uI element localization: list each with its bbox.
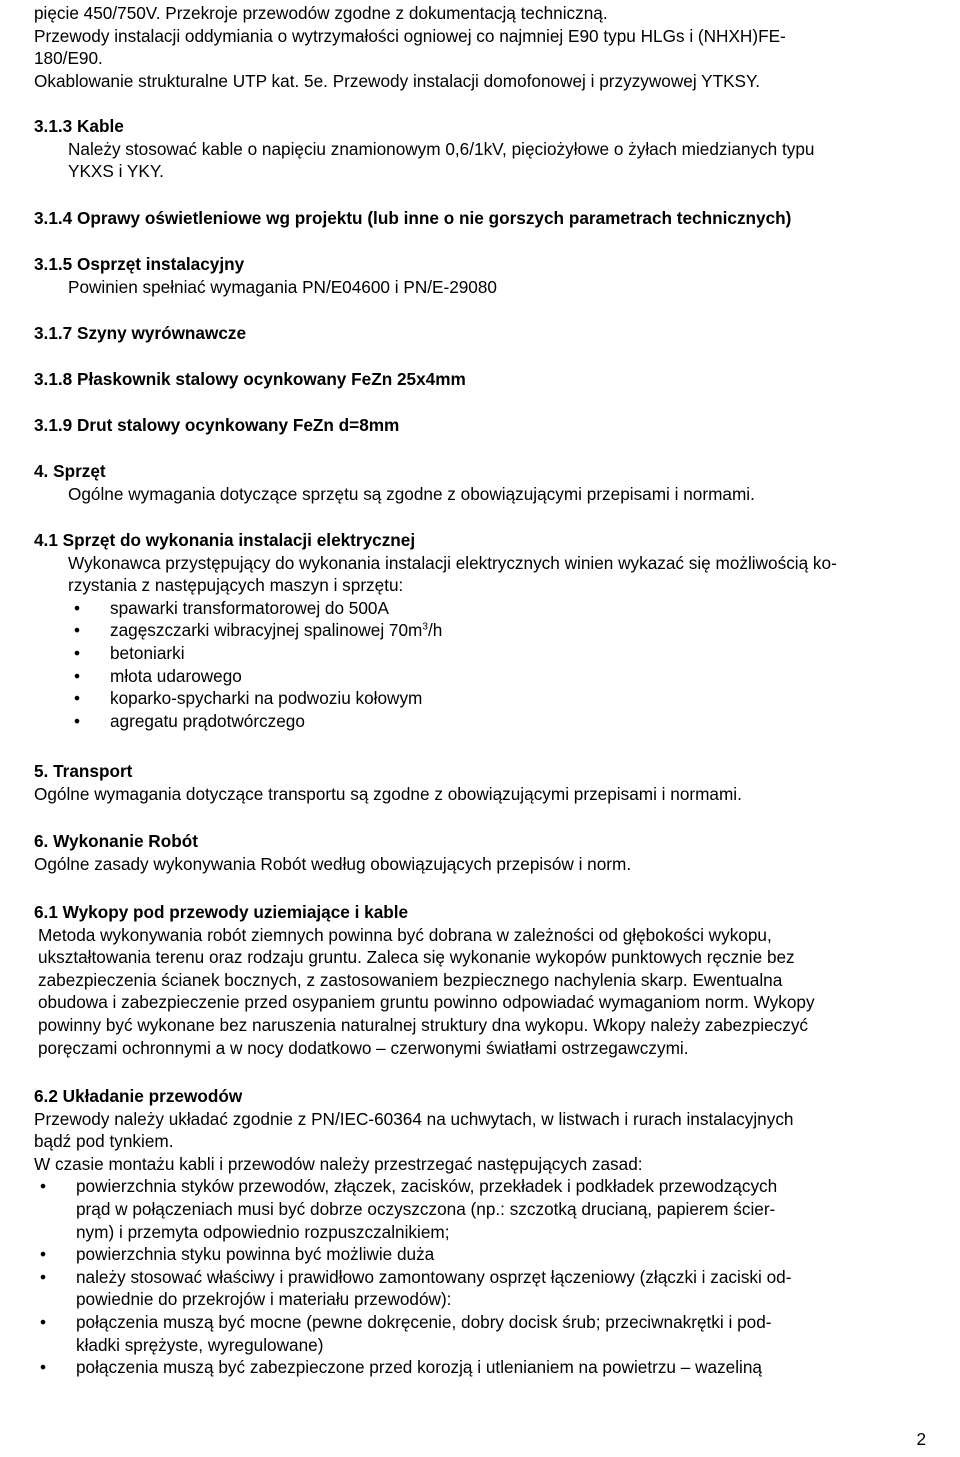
section-text: Należy stosować kable o napięciu znamionowym 0,6/1kV, pięciożyłowe o żyłach miedzianych typu: [68, 138, 815, 159]
section-text: rzystania z następujących maszyn i sprzętu:: [68, 575, 404, 596]
section-text: Ogólne wymagania dotyczące transportu są zgodne z obowiązującymi przepisami i normami.: [34, 783, 742, 804]
section-heading: 6.2 Układanie przewodów: [34, 1086, 243, 1106]
section-heading: 4. Sprzęt: [34, 461, 106, 481]
text-line: 180/E90.: [34, 48, 103, 69]
section-text: Ogólne zasady wykonywania Robót według obowiązujących przepisów i norm.: [34, 853, 632, 874]
bullet-icon: •: [40, 1176, 47, 1197]
section-text: Wykonawca przystępujący do wykonania instalacji elektrycznych winien wykazać się możliwością ko-: [68, 552, 837, 573]
list-item: • połączenia muszą być mocne (pewne dokręcenie, dobry docisk śrub; przeciwnakrętki i pod- kładki sprężyste, wyregulowane): [40, 1311, 772, 1355]
section-heading: 3.1.7 Szyny wyrównawcze: [34, 323, 247, 343]
text-line: pięcie 450/750V. Przekroje przewodów zgodne z dokumentacją techniczną.: [34, 3, 608, 23]
list-item: • spawarki transformatorowej do 500A: [74, 597, 389, 618]
text-line: obudowa i zabezpieczenie przed osypaniem gruntu powinno odpowiadać wymaganiom norm. Wykopy: [38, 992, 815, 1013]
text-line: ukształtowania terenu oraz rodzaju gruntu. Zaleca się wykonanie wykopów punktowych ręcznie bez: [38, 947, 795, 968]
section-text: Powinien spełniać wymagania PN/E04600 i PN/E-29080: [68, 276, 497, 297]
section-6-2: [34, 1085, 918, 1379]
section-text: W czasie montażu kabli i przewodów należy przestrzegać następujących zasad:: [34, 1153, 643, 1174]
list-item: • młota udarowego: [74, 665, 242, 686]
text-line: Metoda wykonywania robót ziemnych powinna być dobrana w zależności od głębokości wykopu,: [38, 924, 772, 945]
section-heading: 3.1.8 Płaskownik stalowy ocynkowany FeZn 25x4mm: [34, 369, 466, 389]
text-line: poręczami ochronnymi a w nocy dodatkowo – czerwonymi światłami ostrzegawczymi.: [38, 1037, 689, 1058]
section-3-1-7: [34, 322, 918, 345]
text-line: Okablowanie strukturalne UTP kat. 5e. Przewody instalacji domofonowej i przyzywowej YTKSY.: [34, 70, 761, 91]
section-6-1: [34, 901, 918, 1059]
bullet-icon: •: [40, 1244, 47, 1265]
section-3-1-9: [34, 414, 918, 437]
bullet-icon: •: [74, 710, 81, 731]
section-3-1-8: [34, 368, 918, 391]
list-item: • powierzchnia styków przewodów, złączek, zacisków, przekładek i podkładek przewodzących prąd w połączeniach musi być dobrze oczyszczona (np.: szczotką drucianą, papierem ścier- nym) i przemyta odpowiednio rozpuszczalnikiem;: [40, 1176, 778, 1242]
section-heading: 3.1.4 Oprawy oświetleniowe wg projektu (lub inne o nie gorszych parametrach technicznych): [34, 208, 792, 228]
text-line: Przewody instalacji oddymiania o wytrzymałości ogniowej co najmniej E90 typu HLGs i (NHXH)FE-: [34, 25, 786, 46]
section-heading: 3.1.9 Drut stalowy ocynkowany FeZn d=8mm: [34, 415, 400, 435]
bullet-icon: •: [74, 688, 81, 709]
section-heading: 6.1 Wykopy pod przewody uziemiające i kable: [34, 902, 409, 922]
page-number: 2: [916, 1429, 926, 1449]
section-5: [34, 760, 918, 805]
section-text: Przewody należy układać zgodnie z PN/IEC-60364 na uchwytach, w listwach i rurach instalacyjnych: [34, 1108, 794, 1129]
section-3-1-4: [34, 207, 918, 230]
list-item: • zagęszczarki wibracyjnej spalinowej $70m^3/h$: [74, 620, 443, 641]
list-item: • betoniarki: [74, 642, 185, 663]
bullet-icon: •: [40, 1266, 47, 1287]
section-6: [34, 830, 918, 875]
bullet-icon: •: [40, 1357, 47, 1378]
text-line: zabezpieczenia ścianek bocznych, z zastosowaniem bezpiecznego nachylenia skarp. Ewentualna: [38, 969, 783, 990]
section-3-1-3: [34, 115, 918, 183]
list-item: • agregatu prądotwórczego: [74, 710, 305, 731]
section-text: bądź pod tynkiem.: [34, 1131, 174, 1152]
bullet-icon: •: [74, 665, 81, 686]
equipment-list: [34, 597, 918, 733]
list-item: • powierzchnia styku powinna być możliwie duża: [40, 1244, 435, 1265]
section-4-1: [34, 529, 918, 732]
section-text: Ogólne wymagania dotyczące sprzętu są zgodne z obowiązującymi przepisami i normami.: [68, 483, 755, 504]
section-text: [34, 924, 918, 1060]
list-item: • należy stosować właściwy i prawidłowo zamontowany osprzęt łączeniowy (złączki i zaciski od- powiednie do przekrojów i materiału przewodów):: [40, 1266, 792, 1310]
list-item: • koparko-spycharki na podwoziu kołowym: [74, 688, 423, 709]
bullet-icon: •: [40, 1311, 47, 1332]
list-item: • połączenia muszą być zabezpieczone przed korozją i utlenianiem na powietrzu – wazeliną: [40, 1357, 762, 1378]
text-line: powinny być wykonane bez naruszenia naturalnej struktury dna wykopu. Wkopy należy zabezpieczyć: [38, 1014, 809, 1035]
rules-list: [0, 1175, 918, 1378]
section-heading: 5. Transport: [34, 761, 133, 781]
bullet-icon: •: [74, 620, 81, 641]
section-heading: 3.1.5 Osprzęt instalacyjny: [34, 254, 245, 274]
section-heading: 3.1.3 Kable: [34, 116, 124, 136]
section-text: YKXS i YKY.: [68, 161, 164, 182]
section-heading: 6. Wykonanie Robót: [34, 831, 198, 851]
bullet-icon: •: [74, 597, 81, 618]
section-4: [34, 460, 918, 505]
section-3-1-5: [34, 253, 918, 298]
intro-paragraph: [34, 2, 918, 92]
section-heading: 4.1 Sprzęt do wykonania instalacji elektrycznej: [34, 530, 416, 550]
bullet-icon: •: [74, 642, 81, 663]
